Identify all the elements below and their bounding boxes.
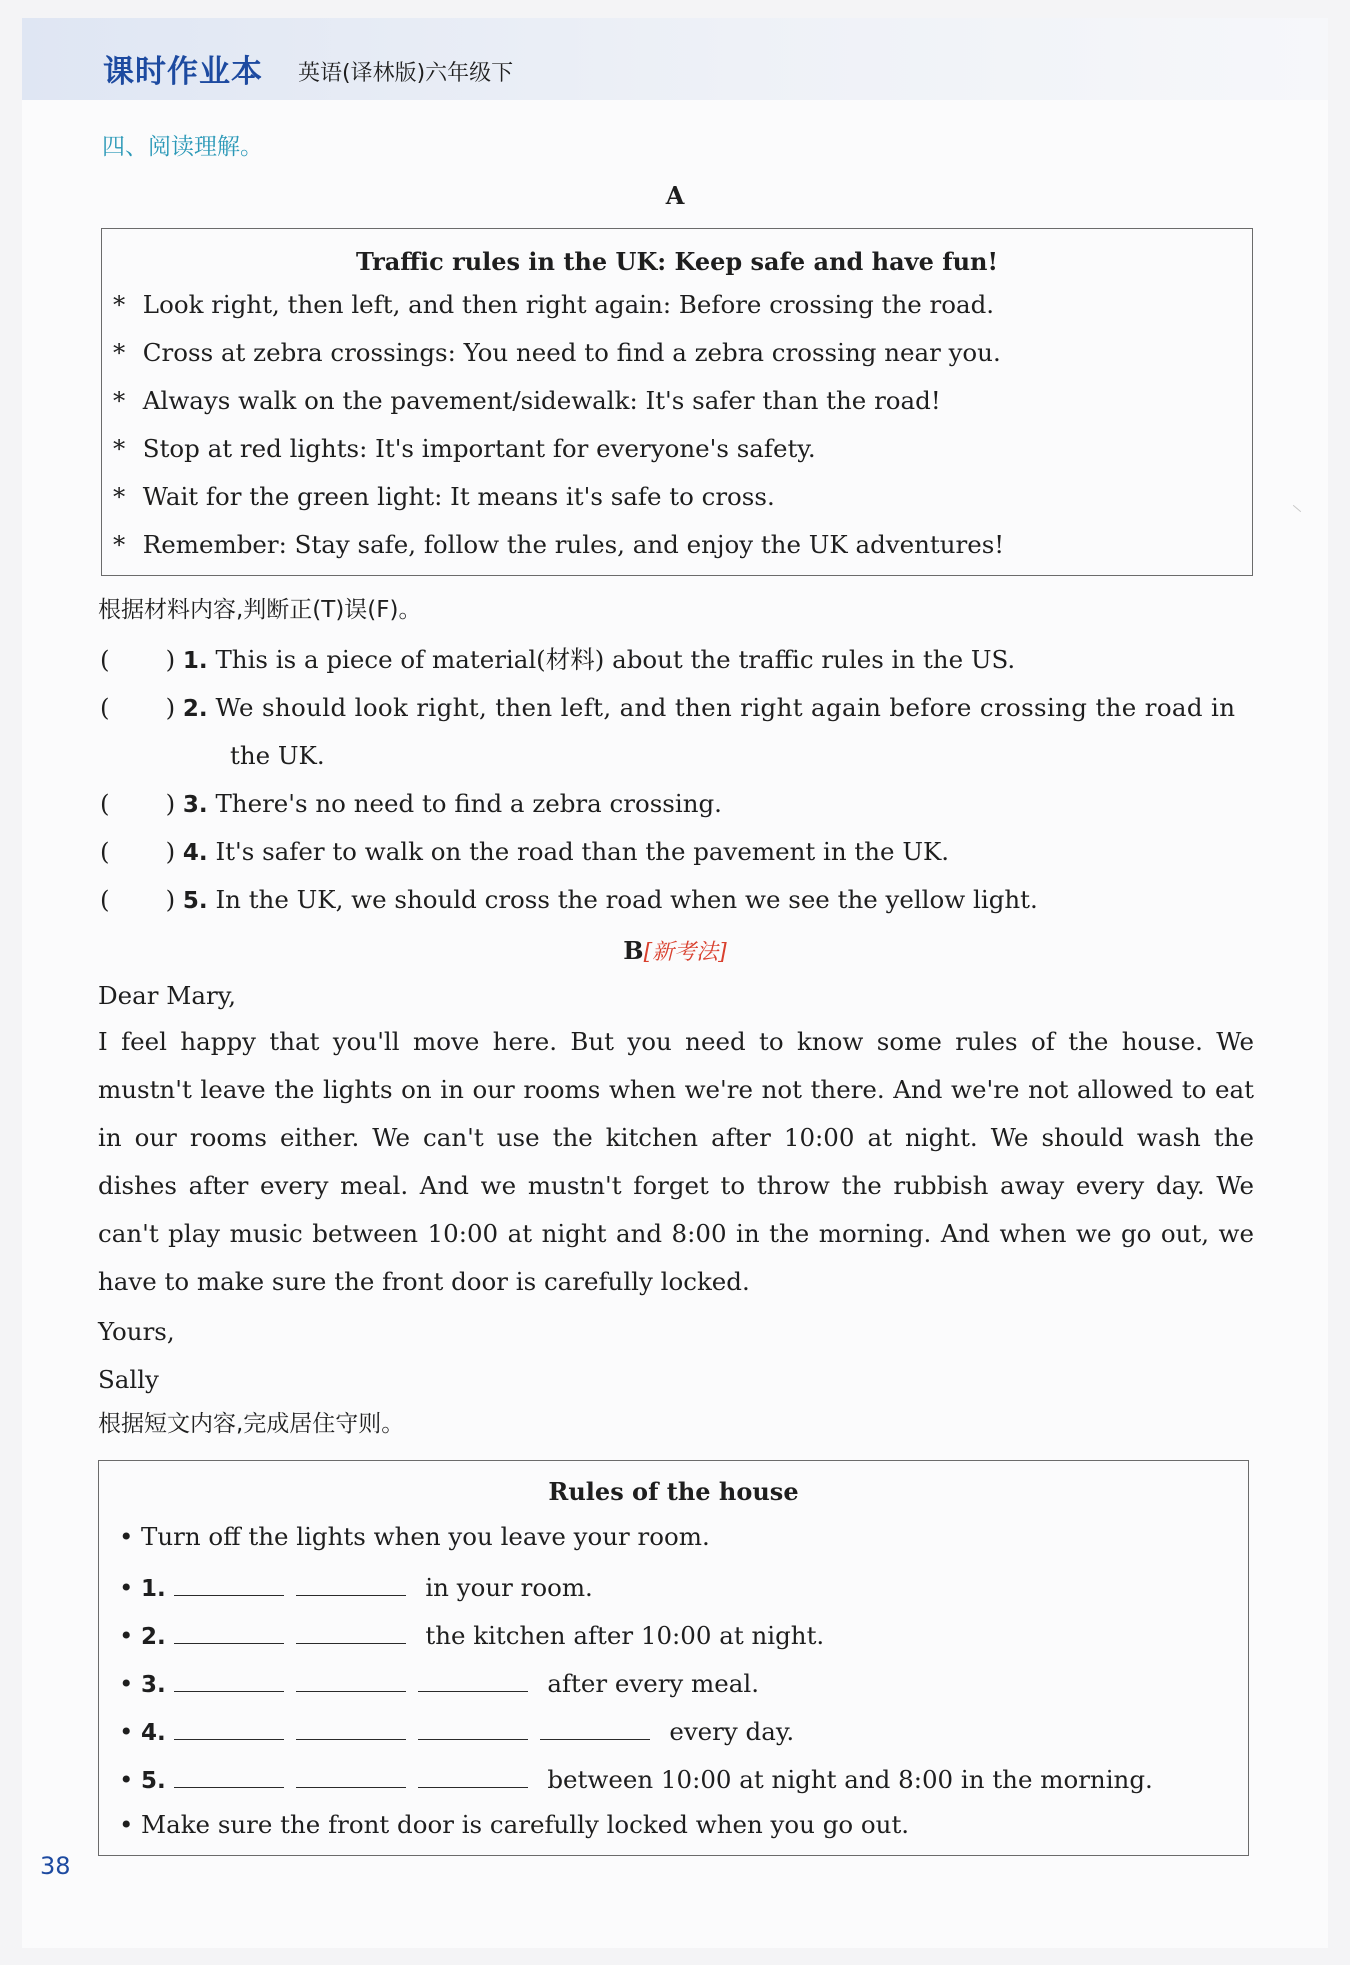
- answer-blank[interactable]: [296, 1717, 406, 1740]
- letter-greeting: Dear Mary,: [98, 981, 237, 1010]
- letter-closing: Yours,: [98, 1317, 175, 1346]
- traffic-rules-title: Traffic rules in the UK: Keep safe and have fun!: [355, 247, 998, 276]
- rule-item: * Cross at zebra crossings: You need to find a zebra crossing near you.: [113, 338, 1001, 367]
- part-b-instruction: 根据短文内容,完成居住守则。: [98, 1411, 405, 1437]
- letter-body: I feel happy that you'll move here. But you need to know some rules of the house. We mustn't leave the lights on in our rooms when we're not there. And we're not allowed to eat in our rooms either. We can't use the kitchen after 10:00 at night. We should wash the dishes after every meal. And we mustn't forget to throw the rubbish away every day. We can't play music between 10:00 at night and 8:00 in the morning. And when we go out, we have to make sure the front door is carefully locked.: [98, 1027, 1254, 1296]
- rule-item: * Wait for the green light: It means it's safe to cross.: [113, 482, 775, 511]
- answer-bracket-close[interactable]: ): [165, 837, 176, 866]
- answer-blank[interactable]: [540, 1717, 650, 1740]
- answer-blank[interactable]: [174, 1573, 284, 1596]
- fill-item: • 3. after every meal.: [119, 1669, 760, 1698]
- part-a-instruction: 根据材料内容,判断正(T)误(F)。: [98, 597, 422, 623]
- answer-blank[interactable]: [296, 1621, 406, 1644]
- fill-item: • 1. in your room.: [119, 1573, 593, 1602]
- answer-blank[interactable]: [418, 1669, 528, 1692]
- answer-bracket-open[interactable]: (: [100, 645, 110, 674]
- answer-bracket-close[interactable]: ): [165, 645, 176, 674]
- question-continuation: the UK.: [230, 741, 325, 770]
- answer-blank[interactable]: [418, 1765, 528, 1788]
- fill-item: • 2. the kitchen after 10:00 at night.: [119, 1621, 825, 1650]
- question-row: ( ) 1. This is a piece of material(材料) about the traffic rules in the US.: [100, 645, 1016, 674]
- answer-bracket-close[interactable]: ): [165, 693, 176, 722]
- answer-bracket-open[interactable]: (: [100, 693, 110, 722]
- fill-item: • 5. between 10:00 at night and 8:00 in the morning.: [119, 1765, 1153, 1794]
- question-row: ( ) 3. There's no need to find a zebra crossing.: [100, 789, 722, 818]
- house-rule-item: • Make sure the front door is carefully locked when you go out.: [119, 1810, 910, 1839]
- answer-blank[interactable]: [296, 1573, 406, 1596]
- answer-blank[interactable]: [174, 1621, 284, 1644]
- dot-bullet: •: [119, 1765, 134, 1794]
- section-heading: 四、阅读理解。: [102, 134, 263, 160]
- asterisk-bullet: *: [113, 386, 126, 415]
- rule-item: * Stop at red lights: It's important for everyone's safety.: [113, 434, 816, 463]
- question-row: ( ) 4. It's safer to walk on the road than the pavement in the UK.: [100, 837, 950, 866]
- asterisk-bullet: *: [113, 482, 126, 511]
- dot-bullet: •: [119, 1621, 134, 1650]
- answer-blank[interactable]: [418, 1717, 528, 1740]
- asterisk-bullet: *: [113, 290, 126, 319]
- house-rules-title: Rules of the house: [548, 1477, 799, 1506]
- answer-blank[interactable]: [296, 1765, 406, 1788]
- dot-bullet: •: [119, 1810, 134, 1839]
- book-subtitle: 英语(译林版)六年级下: [298, 61, 514, 86]
- question-row: ( ) 2. We should look right, then left, and then right again before crossing the road in: [100, 693, 1236, 722]
- answer-blank[interactable]: [174, 1669, 284, 1692]
- fill-item: • 4. every day.: [119, 1717, 795, 1746]
- asterisk-bullet: *: [113, 530, 126, 559]
- question-row: ( ) 5. In the UK, we should cross the road when we see the yellow light.: [100, 885, 1038, 914]
- dot-bullet: •: [119, 1573, 134, 1602]
- page-number: 38: [40, 1852, 71, 1880]
- house-rule-item: • Turn off the lights when you leave your room.: [119, 1522, 710, 1551]
- rule-item: * Look right, then left, and then right again: Before crossing the road.: [113, 290, 995, 319]
- answer-bracket-close[interactable]: ): [165, 789, 176, 818]
- new-method-tag: [新考法]: [643, 940, 727, 965]
- answer-blank[interactable]: [174, 1717, 284, 1740]
- rule-item: * Always walk on the pavement/sidewalk: It's safer than the road!: [113, 386, 941, 415]
- answer-bracket-open[interactable]: (: [100, 885, 110, 914]
- letter-signature: Sally: [98, 1365, 159, 1394]
- part-a-label: A: [665, 181, 685, 210]
- rule-item: * Remember: Stay safe, follow the rules, and enjoy the UK adventures!: [113, 530, 1005, 559]
- house-rules-box: [98, 1460, 1249, 1856]
- answer-blank[interactable]: [296, 1669, 406, 1692]
- answer-bracket-close[interactable]: ): [165, 885, 176, 914]
- answer-blank[interactable]: [174, 1765, 284, 1788]
- answer-bracket-open[interactable]: (: [100, 789, 110, 818]
- part-b-label: B[新考法]: [623, 936, 727, 965]
- dot-bullet: •: [119, 1717, 134, 1746]
- answer-bracket-open[interactable]: (: [100, 837, 110, 866]
- asterisk-bullet: *: [113, 338, 126, 367]
- asterisk-bullet: *: [113, 434, 126, 463]
- dot-bullet: •: [119, 1522, 134, 1551]
- dot-bullet: •: [119, 1669, 134, 1698]
- brand-title: 课时作业本: [103, 54, 263, 90]
